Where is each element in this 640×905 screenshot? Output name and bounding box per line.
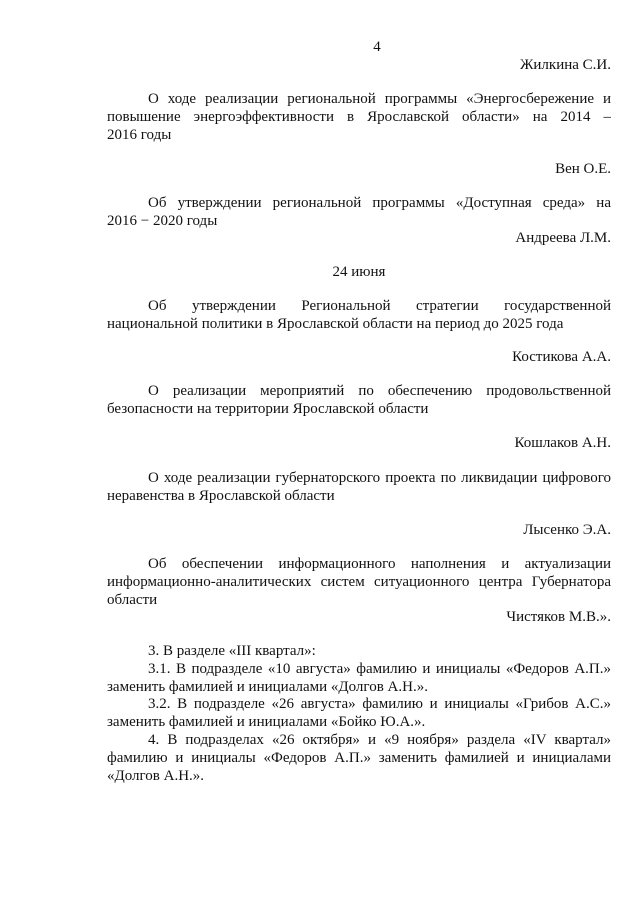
amendment-line: фамилию и инициалы «Федоров А.П.» заменить фамилией и инициалами xyxy=(107,750,611,766)
agenda-topic-line: О ходе реализации губернаторского проекта по ликвидации цифрового xyxy=(148,470,611,486)
agenda-topic-line: 2016 годы xyxy=(107,127,172,143)
amendment-line: 4. В подразделах «26 октября» и «9 ноября» раздела «IV квартал» xyxy=(148,732,611,748)
responsible-person: Кошлаков А.Н. xyxy=(514,435,611,451)
agenda-topic-line: О ходе реализации региональной программы «Энергосбережение и xyxy=(148,91,611,107)
agenda-topic-line: Об утверждении региональной программы «Доступная среда» на xyxy=(148,195,611,211)
amendment-line: «Долгов А.Н.». xyxy=(107,768,205,784)
responsible-person: Жилкина С.И. xyxy=(519,57,611,73)
agenda-topic-line: неравенства в Ярославской области xyxy=(107,488,335,504)
amendment-line: 3.1. В подразделе «10 августа» фамилию и инициалы «Федоров А.П.» xyxy=(148,661,611,677)
amendment-line: заменить фамилией и инициалами «Бойко Ю.А.». xyxy=(107,714,426,730)
agenda-topic-line: Об утверждении Региональной стратегии государственной xyxy=(148,298,611,314)
agenda-topic-line: О реализации мероприятий по обеспечению продовольственной xyxy=(148,383,611,399)
agenda-topic-line: безопасности на территории Ярославской области xyxy=(107,401,429,417)
page-number: 4 xyxy=(373,39,381,55)
responsible-person: Костикова А.А. xyxy=(512,349,611,365)
date-heading: 24 июня xyxy=(332,264,386,280)
agenda-topic-line: информационно-аналитических систем ситуационного центра Губернатора xyxy=(107,574,611,590)
responsible-person: Андреева Л.М. xyxy=(515,230,611,246)
responsible-person: Чистяков М.В.». xyxy=(506,609,611,625)
amendment-line: 3.2. В подразделе «26 августа» фамилию и инициалы «Грибов А.С.» xyxy=(148,696,611,712)
amendment-line: заменить фамилией и инициалами «Долгов А.Н.». xyxy=(107,679,428,695)
agenda-topic-line: повышение энергоэффективности в Ярославской области» на 2014 – xyxy=(107,109,611,125)
amendment-line: 3. В разделе «III квартал»: xyxy=(148,643,316,659)
agenda-topic-line: национальной политики в Ярославской области на период до 2025 года xyxy=(107,316,564,332)
agenda-topic-line: 2016 − 2020 годы xyxy=(107,213,218,229)
agenda-topic-line: области xyxy=(107,592,158,608)
responsible-person: Лысенко Э.А. xyxy=(523,522,611,538)
responsible-person: Вен О.Е. xyxy=(555,161,611,177)
agenda-topic-line: Об обеспечении информационного наполнения и актуализации xyxy=(148,556,611,572)
